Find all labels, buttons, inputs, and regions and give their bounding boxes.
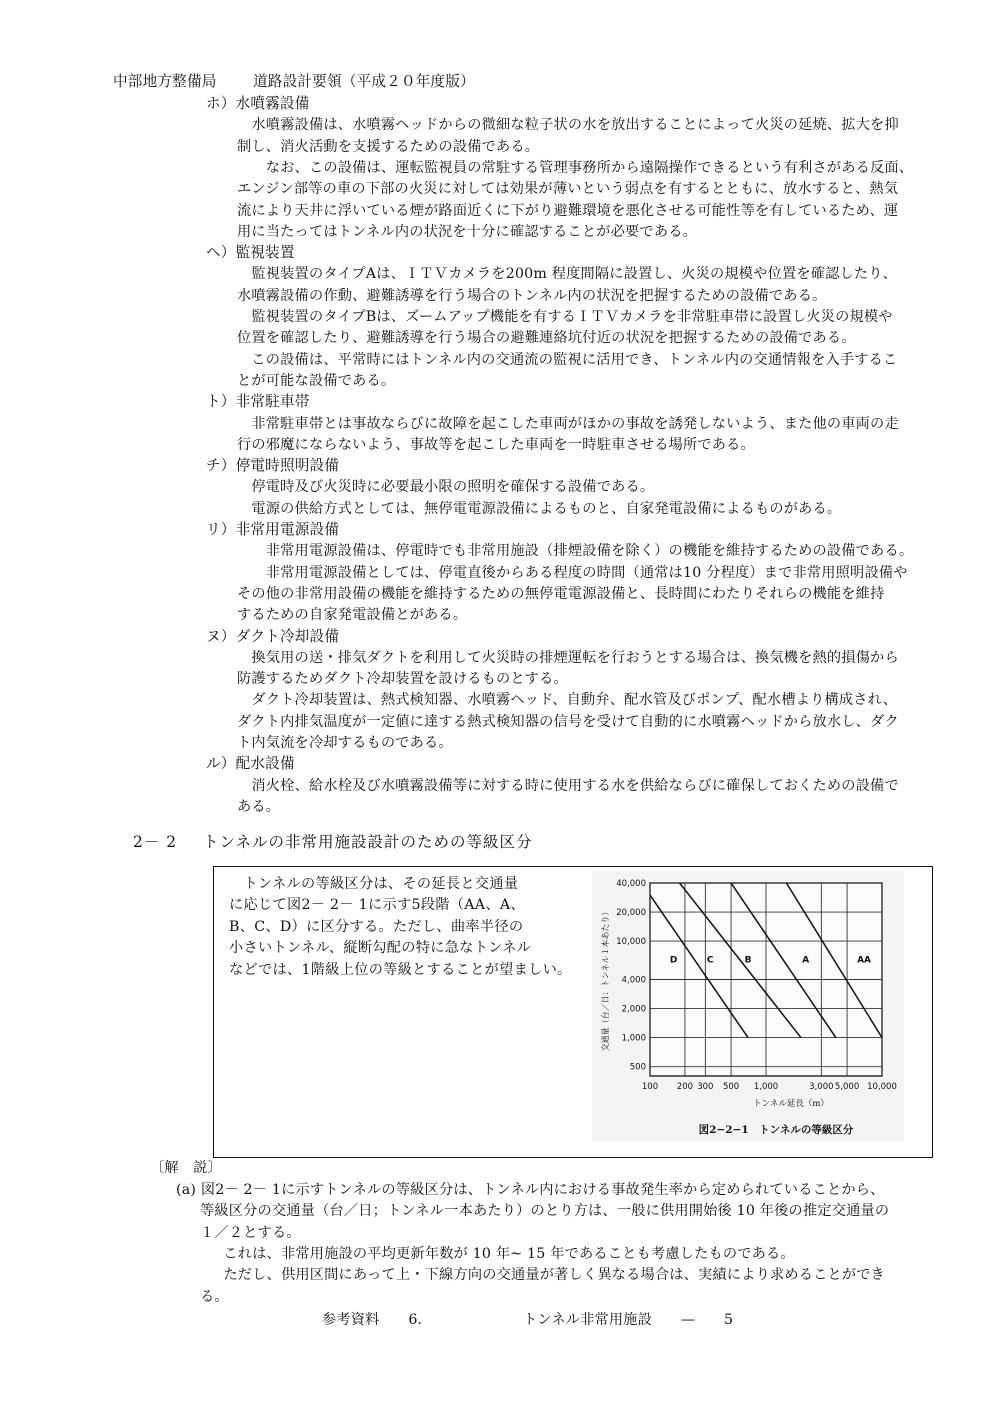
- item-text-line: するための自家発電設備とがある。: [237, 607, 468, 624]
- item-label: ホ）水噴霧設備: [206, 95, 310, 112]
- commentary-line: 等級区分の交通量（台／日；トンネル一本あたり）のとり方は、一般に供用開始後 10 年後の推定交通量の: [200, 1203, 890, 1220]
- x-axis-label: トンネル延長（m）: [753, 1099, 829, 1109]
- grade-figure: [592, 871, 904, 1141]
- item-text-line: とが可能な設備である。: [237, 372, 396, 389]
- item-text-line: 位置を確認したり、避難誘導を行う場合の避難連絡坑付近の状況を把握するための設備である。: [237, 330, 856, 347]
- x-tick-label: 10,000: [867, 1082, 897, 1092]
- commentary-line: (a) 図2－ 2－ 1に示すトンネルの等級区分は、トンネル内における事故発生率から定められていることから、: [176, 1182, 885, 1198]
- grade-region-label: D: [669, 955, 678, 966]
- item-text-line: 監視装置のタイプBは、ズームアップ機能を有するＩＴＶカメラを非常駐車帯に設置し火災の規模や: [237, 309, 893, 325]
- item-text-line: 制し、消火活動を支援するための設備である。: [237, 138, 540, 155]
- y-tick-label: 500: [629, 1062, 646, 1073]
- y-tick-label: 4,000: [621, 975, 646, 986]
- box-text-line: B、C、D）に区分する。ただし、曲率半径の: [229, 918, 524, 935]
- item-text-line: 監視装置のタイプAは、ＩＴＶカメラを200m 程度間隔に設置し、火災の規模や位置を確認したり、: [237, 266, 898, 283]
- y-tick-label: 40,000: [616, 879, 646, 889]
- commentary-line: る。: [200, 1288, 229, 1305]
- item-text-line: 水噴霧設備は、水噴霧ヘッドからの微細な粒子状の水を放出することによって火災の延焼、拡大を抑: [237, 117, 899, 134]
- item-text-line: 非常駐車帯とは事故ならびに故障を起こした車両がほかの事故を誘発しないよう、また他の車両の走: [237, 415, 899, 432]
- footer-left: 参考資料 6．: [322, 1312, 432, 1328]
- x-tick-label: 200: [676, 1082, 694, 1092]
- item-text-line: 用に当たってはトンネル内の状況を十分に確認することが必要である。: [237, 223, 697, 240]
- figure-caption: 図2−2−1 トンネルの等級区分: [698, 1124, 854, 1136]
- commentary-heading: 〔解 説〕: [150, 1160, 222, 1176]
- section-title: トンネルの非常用施設設計のための等級区分: [203, 833, 533, 851]
- item-text-line: 非常用電源設備は、停電時でも非常用施設（排煙設備を除く）の機能を維持するための設備である。: [237, 543, 914, 560]
- footer-right: トンネル非常用施設 — 5: [523, 1312, 734, 1328]
- item-text-line: 水噴霧設備の作動、避難誘導を行う場合のトンネル内の状況を把握するための設備である。: [237, 287, 827, 304]
- item-label: ト）非常駐車帯: [206, 393, 310, 411]
- item-text-line: その他の非常用設備の機能を維持するための無停電電源設備と、長時間にわたりそれらの機能を維持: [237, 585, 885, 602]
- y-tick-label: 2,000: [621, 1004, 646, 1015]
- box-text-line: 小さいトンネル、縦断勾配の特に急なトンネル: [229, 940, 532, 957]
- grade-region-label: A: [802, 955, 810, 966]
- item-text-line: この設備は、平常時にはトンネル内の交通流の監視に活用でき、トンネル内の交通情報を入手するこ: [237, 351, 898, 368]
- y-tick-label: 1,000: [621, 1033, 646, 1044]
- box-text-line: などでは、1階級上位の等級とすることが望ましい。: [229, 961, 572, 978]
- box-text-line: トンネルの等級区分は、その延長と交通量: [229, 876, 519, 892]
- grade-region-label: C: [706, 955, 714, 966]
- grade-region-label: B: [744, 955, 752, 966]
- item-text-line: 消火栓、給水栓及び水噴霧設備等に対する時に使用する水を供給ならびに確保しておくための設備で: [237, 777, 899, 794]
- commentary-line: これは、非常用施設の平均更新年数が 10 年~ 15 年であることも考慮したものである。: [209, 1245, 795, 1262]
- x-tick-label: 300: [697, 1082, 714, 1092]
- x-tick-label: 100: [641, 1082, 659, 1092]
- x-tick-label: 1,000: [753, 1082, 779, 1092]
- item-label: ヘ）監視装置: [206, 244, 295, 262]
- item-text-line: 行の邪魔にならないよう、事故等を起こした車両を一時駐車させる場所である。: [237, 436, 755, 453]
- item-text-line: 非常用電源設備としては、停電直後からある程度の時間（通常は10 分程度）まで非常用照明設備や: [237, 564, 908, 581]
- header-org: 中部地方整備局: [113, 73, 217, 90]
- commentary-line: ただし、供用区間にあって上・下線方向の交通量が著しく異なる場合は、実績により求めることができ: [209, 1267, 886, 1284]
- x-tick-label: 5,000: [834, 1082, 860, 1092]
- item-text-line: 電源の供給方式としては、無停電電源設備によるものと、自家発電設備によるものがある。: [237, 500, 842, 517]
- y-tick-label: 20,000: [616, 908, 646, 919]
- y-axis-label: 交通量（台／日：トンネル１本あたり）: [601, 907, 610, 1052]
- item-text-line: ある。: [237, 798, 281, 815]
- item-text-line: ダクト冷却装置は、熱式検知器、水噴霧ヘッド、自動弁、配水管及びポンプ、配水槽より構成され、: [237, 692, 898, 709]
- item-text-line: 防護するためダクト冷却装置を設けるものとする。: [237, 671, 568, 688]
- item-text-line: ト内気流を冷却するものである。: [237, 735, 453, 751]
- item-label: ヌ）ダクト冷却設備: [206, 627, 340, 645]
- commentary-line: １／２とする。: [200, 1224, 301, 1241]
- y-tick-label: 10,000: [616, 937, 646, 948]
- item-label: ル）配水設備: [206, 755, 295, 773]
- item-label: リ）非常用電源設備: [206, 521, 340, 538]
- item-text-line: 停電時及び火災時に必要最小限の照明を確保する設備である。: [237, 479, 655, 496]
- item-text-line: エンジン部等の車の下部の火災に対しては効果が薄いという弱点を有するとともに、放水すると、熱気: [237, 181, 899, 198]
- x-tick-label: 500: [722, 1082, 740, 1092]
- item-text-line: 流により天井に浮いている煙が路面近くに下がり避難環境を悪化させる可能性等を有しているため、運: [237, 202, 899, 219]
- grade-chart: [592, 871, 904, 1141]
- section-number: 2－ 2: [133, 833, 178, 851]
- item-text-line: ダクト内排気温度が一定値に達する熱式検知器の信号を受けて自動的に水噴霧ヘッドから放水し、ダク: [237, 713, 899, 730]
- item-text-line: 換気用の送・排気ダクトを利用して火災時の排煙運転を行おうとする場合は、換気機を熱的損傷から: [237, 649, 899, 666]
- grade-region-label: AA: [857, 955, 872, 966]
- box-text-line: に応じて図2－ 2－ 1に示す5段階（AA、A、: [229, 897, 525, 914]
- header-doc-title: 道路設計要領（平成２０年度版）: [253, 73, 475, 90]
- x-tick-label: 3,000: [809, 1082, 834, 1092]
- item-text-line: なお、この設備は、運転監視員の常駐する管理事務所から遠隔操作できるという有利さがある反面、: [237, 159, 914, 176]
- item-label: チ）停電時照明設備: [206, 457, 340, 475]
